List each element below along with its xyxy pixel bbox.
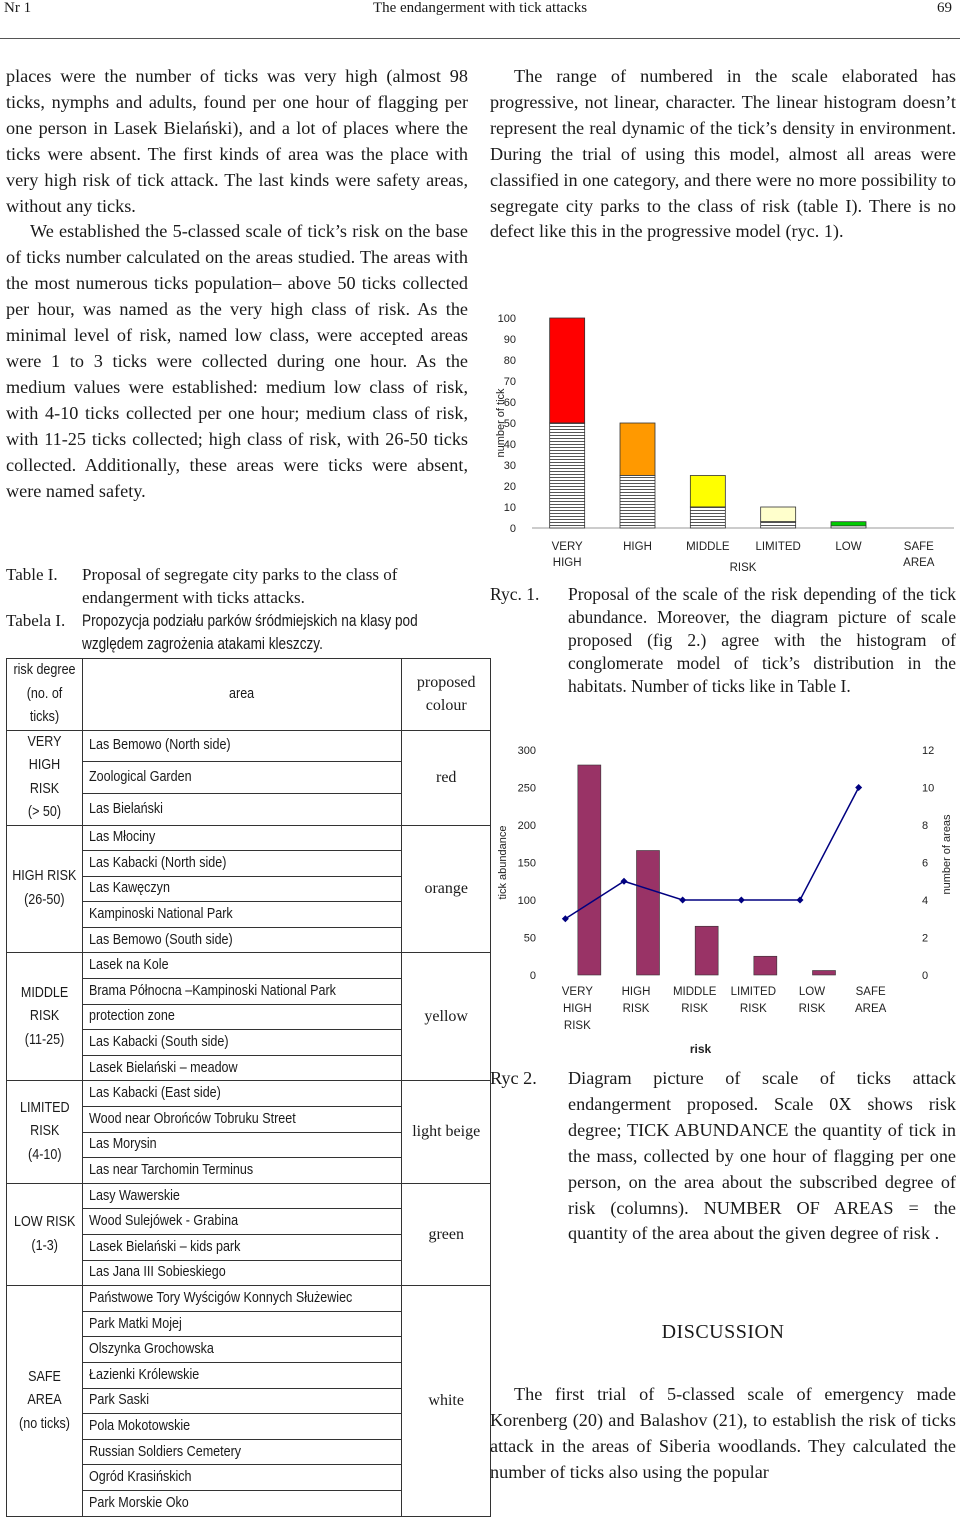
- area-cell: Las Morysin: [83, 1132, 402, 1158]
- bar-hatched: [761, 522, 796, 528]
- header-area: area: [83, 659, 402, 731]
- area-cell: Las Kawęczyn: [83, 876, 402, 902]
- figure-2-tick-abundance-chart: [488, 730, 958, 1060]
- y-tick-label: 0: [509, 523, 516, 535]
- risk-degree-cell: MIDDLE RISK (11-25): [7, 953, 83, 1081]
- figure-2-caption-text: Diagram picture of scale of ticks attack endangerment proposed. Scale 0X shows risk degree; TICK ABUNDANCE the quantity of tick in the mass, collected by one hour of flagging per one person, on the area about the subscribed degree of risk (columns). NUMBER OF AREAS = the quantity of the area about the given degree of risk .: [568, 1068, 956, 1244]
- table-row: [7, 1183, 491, 1209]
- area-cell: Las Kabacki (South side): [83, 1030, 402, 1056]
- y-tick-label: 70: [503, 376, 516, 388]
- y-left-tick-label: 100: [517, 895, 536, 907]
- y-right-tick-label: 0: [922, 970, 929, 982]
- x-axis-label: risk: [689, 1042, 712, 1056]
- left-body-text: [6, 64, 468, 504]
- x-tick-label: SAFE: [903, 541, 934, 553]
- y-right-tick-label: 2: [922, 932, 929, 945]
- y-tick-label: 20: [503, 481, 516, 493]
- area-cell: Las near Tarchomin Terminus: [83, 1158, 402, 1184]
- y-right-tick-label: 12: [922, 745, 935, 757]
- bar-tick-abundance: [695, 926, 718, 975]
- risk-classification-table: [6, 658, 491, 1517]
- figure-1-label: Ryc. 1.: [490, 584, 540, 604]
- proposed-colour-cell: red: [402, 730, 491, 825]
- area-cell: Las Jana III Sobieskiego: [83, 1260, 402, 1286]
- line-point: [738, 897, 745, 904]
- y-right-tick-label: 6: [922, 857, 929, 870]
- area-cell: Park Saski: [83, 1388, 402, 1414]
- risk-degree-cell: SAFE AREA (no ticks): [7, 1286, 83, 1516]
- discussion-paragraph-1: The first trial of 5-classed scale of emergency made Korenberg (20) and Balashov (21), to establish the risk of ticks attack in the areas of Siberia woodlands. They calculated the number of ticks also using the popular: [490, 1384, 956, 1482]
- bar-tick-abundance: [754, 956, 777, 975]
- bar-coloured: [550, 318, 585, 423]
- x-tick-label: RISK: [563, 1020, 591, 1032]
- x-tick-label: VERY: [551, 541, 583, 553]
- bar-hatched: [620, 476, 655, 529]
- bar-tick-abundance: [578, 765, 601, 975]
- line-point: [797, 897, 804, 904]
- area-cell: Russian Soldiers Cemetery: [83, 1439, 402, 1465]
- x-tick-label: MIDDLE: [672, 986, 717, 998]
- y-left-tick-label: 0: [529, 970, 536, 982]
- x-tick-label: VERY: [561, 986, 593, 998]
- proposed-colour-cell: white: [402, 1286, 491, 1516]
- figure-2-caption: [490, 1066, 956, 1276]
- discussion-heading: DISCUSSION: [661, 1321, 785, 1343]
- area-cell: Park Matki Mojej: [83, 1311, 402, 1337]
- y-tick-label: 60: [503, 397, 516, 409]
- y-left-axis-label: tick abundance: [497, 825, 509, 900]
- y-tick-label: 10: [503, 502, 516, 514]
- y-tick-label: 30: [503, 460, 516, 472]
- area-cell: Lasek na Kole: [83, 953, 402, 979]
- table-header-row: [7, 659, 491, 731]
- x-tick-label: AREA: [903, 557, 935, 569]
- bar-coloured: [831, 522, 866, 526]
- proposed-colour-cell: orange: [402, 825, 491, 953]
- area-cell: protection zone: [83, 1004, 402, 1030]
- y-left-tick-label: 250: [517, 782, 536, 795]
- x-tick-label: RISK: [798, 1003, 826, 1015]
- area-cell: Las Młociny: [83, 825, 402, 851]
- x-tick-label: LOW: [835, 541, 862, 553]
- x-tick-label: LOW: [798, 986, 826, 998]
- bar-coloured: [690, 476, 725, 508]
- area-cell: Lasek Bielański – meadow: [83, 1055, 402, 1081]
- table-caption: [6, 563, 468, 657]
- table-row: [7, 730, 491, 762]
- area-cell: Wood Sulejówek - Grabina: [83, 1209, 402, 1235]
- bar-tick-abundance: [637, 851, 660, 976]
- header-risk-degree: risk degree (no. of ticks): [7, 659, 83, 731]
- table-caption-text-en: Proposal of segregate city parks to the class of endangerment with ticks attacks.: [82, 565, 398, 607]
- discussion-text: [490, 1382, 956, 1486]
- y-tick-label: 90: [503, 334, 516, 346]
- area-cell: Państwowe Tory Wyścigów Konnych Służewiec: [83, 1286, 402, 1312]
- x-tick-label: HIGH: [562, 1003, 592, 1015]
- x-tick-label: HIGH: [623, 541, 652, 553]
- bar-hatched: [690, 507, 725, 528]
- x-tick-label: AREA: [855, 1003, 887, 1015]
- area-cell: Zoological Garden: [83, 762, 402, 794]
- x-tick-label: HIGH: [552, 557, 582, 569]
- header-proposed-colour: proposed colour: [402, 659, 491, 731]
- y-left-tick-label: 150: [517, 857, 536, 870]
- area-cell: Brama Północna –Kampinoski National Park: [83, 979, 402, 1005]
- table-caption-text-pl: Propozycja podziału parków śródmiejskich na klasy pod względem zagrożenia atakami kleszczy.: [82, 611, 418, 653]
- y-right-tick-label: 8: [922, 820, 929, 832]
- y-left-tick-label: 300: [517, 745, 536, 757]
- y-tick-label: 40: [503, 439, 516, 451]
- area-cell: Las Kabacki (North side): [83, 851, 402, 877]
- y-right-tick-label: 10: [922, 782, 935, 795]
- x-axis-label: RISK: [729, 562, 757, 574]
- y-right-tick-label: 4: [922, 895, 929, 907]
- area-cell: Las Bemowo (North side): [83, 730, 402, 762]
- figure-1-caption-text: Proposal of the scale of the risk depending of the tick abundance. Moreover, the diagram picture of scale proposed (fig 2.) agree with the histogram of conglomerate model of tick’s distribution in the habitats. Number of ticks like in Table I.: [568, 584, 956, 696]
- table-row: [7, 1081, 491, 1107]
- area-cell: Las Bemowo (South side): [83, 927, 402, 953]
- x-tick-label: LIMITED: [755, 541, 801, 553]
- line-point: [855, 784, 862, 791]
- proposed-colour-cell: light beige: [402, 1081, 491, 1183]
- bar-tick-abundance: [813, 971, 836, 976]
- page-header: [0, 0, 960, 24]
- x-tick-label: HIGH: [621, 986, 651, 998]
- right-paragraph-1: The range of numbered in the scale elaborated has progressive, not linear, character. The linear histogram doesn’t represent the real dynamic of the tick’s density in environment. During the trial of using this model, almost all areas were classified in one category, and there were no more possibility to segregate city parks to the class of risk (table I). There is no defect like this in the progressive model (ryc. 1).: [490, 66, 956, 242]
- left-paragraph-1: places were the number of ticks was very high (almost 98 ticks, nymphs and adults, found per one hour of flagging per one person in Lasek Bielański), and a lot of places where the ticks were absent. The first kinds of area was the place with very high risk of tick attack. The last kinds were safety areas, without any ticks.: [6, 66, 468, 216]
- bar-hatched: [831, 526, 866, 528]
- area-cell: Pola Mokotowskie: [83, 1414, 402, 1440]
- issue-number: Nr 1: [4, 0, 32, 16]
- left-paragraph-2: We established the 5-classed scale of tick’s risk on the base of ticks number calculated on the areas studied. The areas with the most numerous ticks population– above 50 ticks collected per hour, was named as the very high class of risk. As the minimal level of risk, named low class, were accepted areas were 1 to 3 ticks were collected during one hour. As the medium values were established: medium low class of risk, with 4-10 ticks collected per one hour; medium class of risk, with 11-25 ticks collected; high class of risk, with 26-50 ticks collected. Additionally, these areas were ticks were absent, were named safety.: [6, 221, 468, 501]
- x-tick-label: MIDDLE: [686, 541, 730, 553]
- bar-coloured: [620, 423, 655, 476]
- area-cell: Ogród Krasińskich: [83, 1465, 402, 1491]
- x-tick-label: LIMITED: [730, 986, 777, 998]
- y-left-tick-label: 200: [517, 820, 536, 832]
- y-axis-label: number of tick: [495, 388, 507, 458]
- right-body-text: [490, 64, 956, 245]
- area-cell: Lasy Wawerskie: [83, 1183, 402, 1209]
- area-cell: Las Kabacki (East side): [83, 1081, 402, 1107]
- y-right-axis-label: number of areas: [941, 814, 953, 895]
- bar-coloured: [761, 507, 796, 522]
- table-row: [7, 1286, 491, 1312]
- y-tick-label: 80: [503, 355, 516, 367]
- line-number-of-areas: [565, 788, 858, 919]
- figure-1-caption: [490, 583, 956, 701]
- page-number: 69: [937, 0, 952, 16]
- y-tick-label: 100: [497, 313, 516, 325]
- area-cell: Łazienki Królewskie: [83, 1362, 402, 1388]
- table-row: [7, 953, 491, 979]
- x-tick-label: RISK: [739, 1003, 767, 1015]
- running-title: The endangerment with tick attacks: [372, 0, 588, 16]
- area-cell: Olszynka Grochowska: [83, 1337, 402, 1363]
- x-tick-label: SAFE: [855, 986, 886, 998]
- risk-degree-cell: LOW RISK (1-3): [7, 1183, 83, 1285]
- bar-hatched: [550, 423, 585, 528]
- x-tick-label: RISK: [681, 1003, 709, 1015]
- figure-2-label: Ryc 2.: [490, 1068, 537, 1088]
- area-cell: Lasek Bielański – kids park: [83, 1235, 402, 1261]
- area-cell: Park Morskie Oko: [83, 1490, 402, 1516]
- x-tick-label: RISK: [622, 1003, 650, 1015]
- risk-degree-cell: LIMITED RISK (4-10): [7, 1081, 83, 1183]
- proposed-colour-cell: yellow: [402, 953, 491, 1081]
- y-left-tick-label: 50: [523, 932, 536, 945]
- risk-degree-cell: HIGH RISK (26-50): [7, 825, 83, 953]
- proposed-colour-cell: green: [402, 1183, 491, 1285]
- table-row: [7, 825, 491, 851]
- line-point: [679, 897, 686, 904]
- table-caption-label-pl: Tabela I.: [6, 611, 66, 630]
- risk-degree-cell: VERY HIGH RISK (> 50): [7, 730, 83, 825]
- figure-1-risk-scale-chart: [488, 300, 958, 578]
- y-tick-label: 50: [503, 418, 516, 430]
- table-caption-label-en: Table I.: [6, 565, 58, 584]
- area-cell: Wood near Obrońców Tobruku Street: [83, 1107, 402, 1133]
- header-rule: [0, 38, 960, 39]
- area-cell: Las Bielański: [83, 793, 402, 825]
- area-cell: Kampinoski National Park: [83, 902, 402, 928]
